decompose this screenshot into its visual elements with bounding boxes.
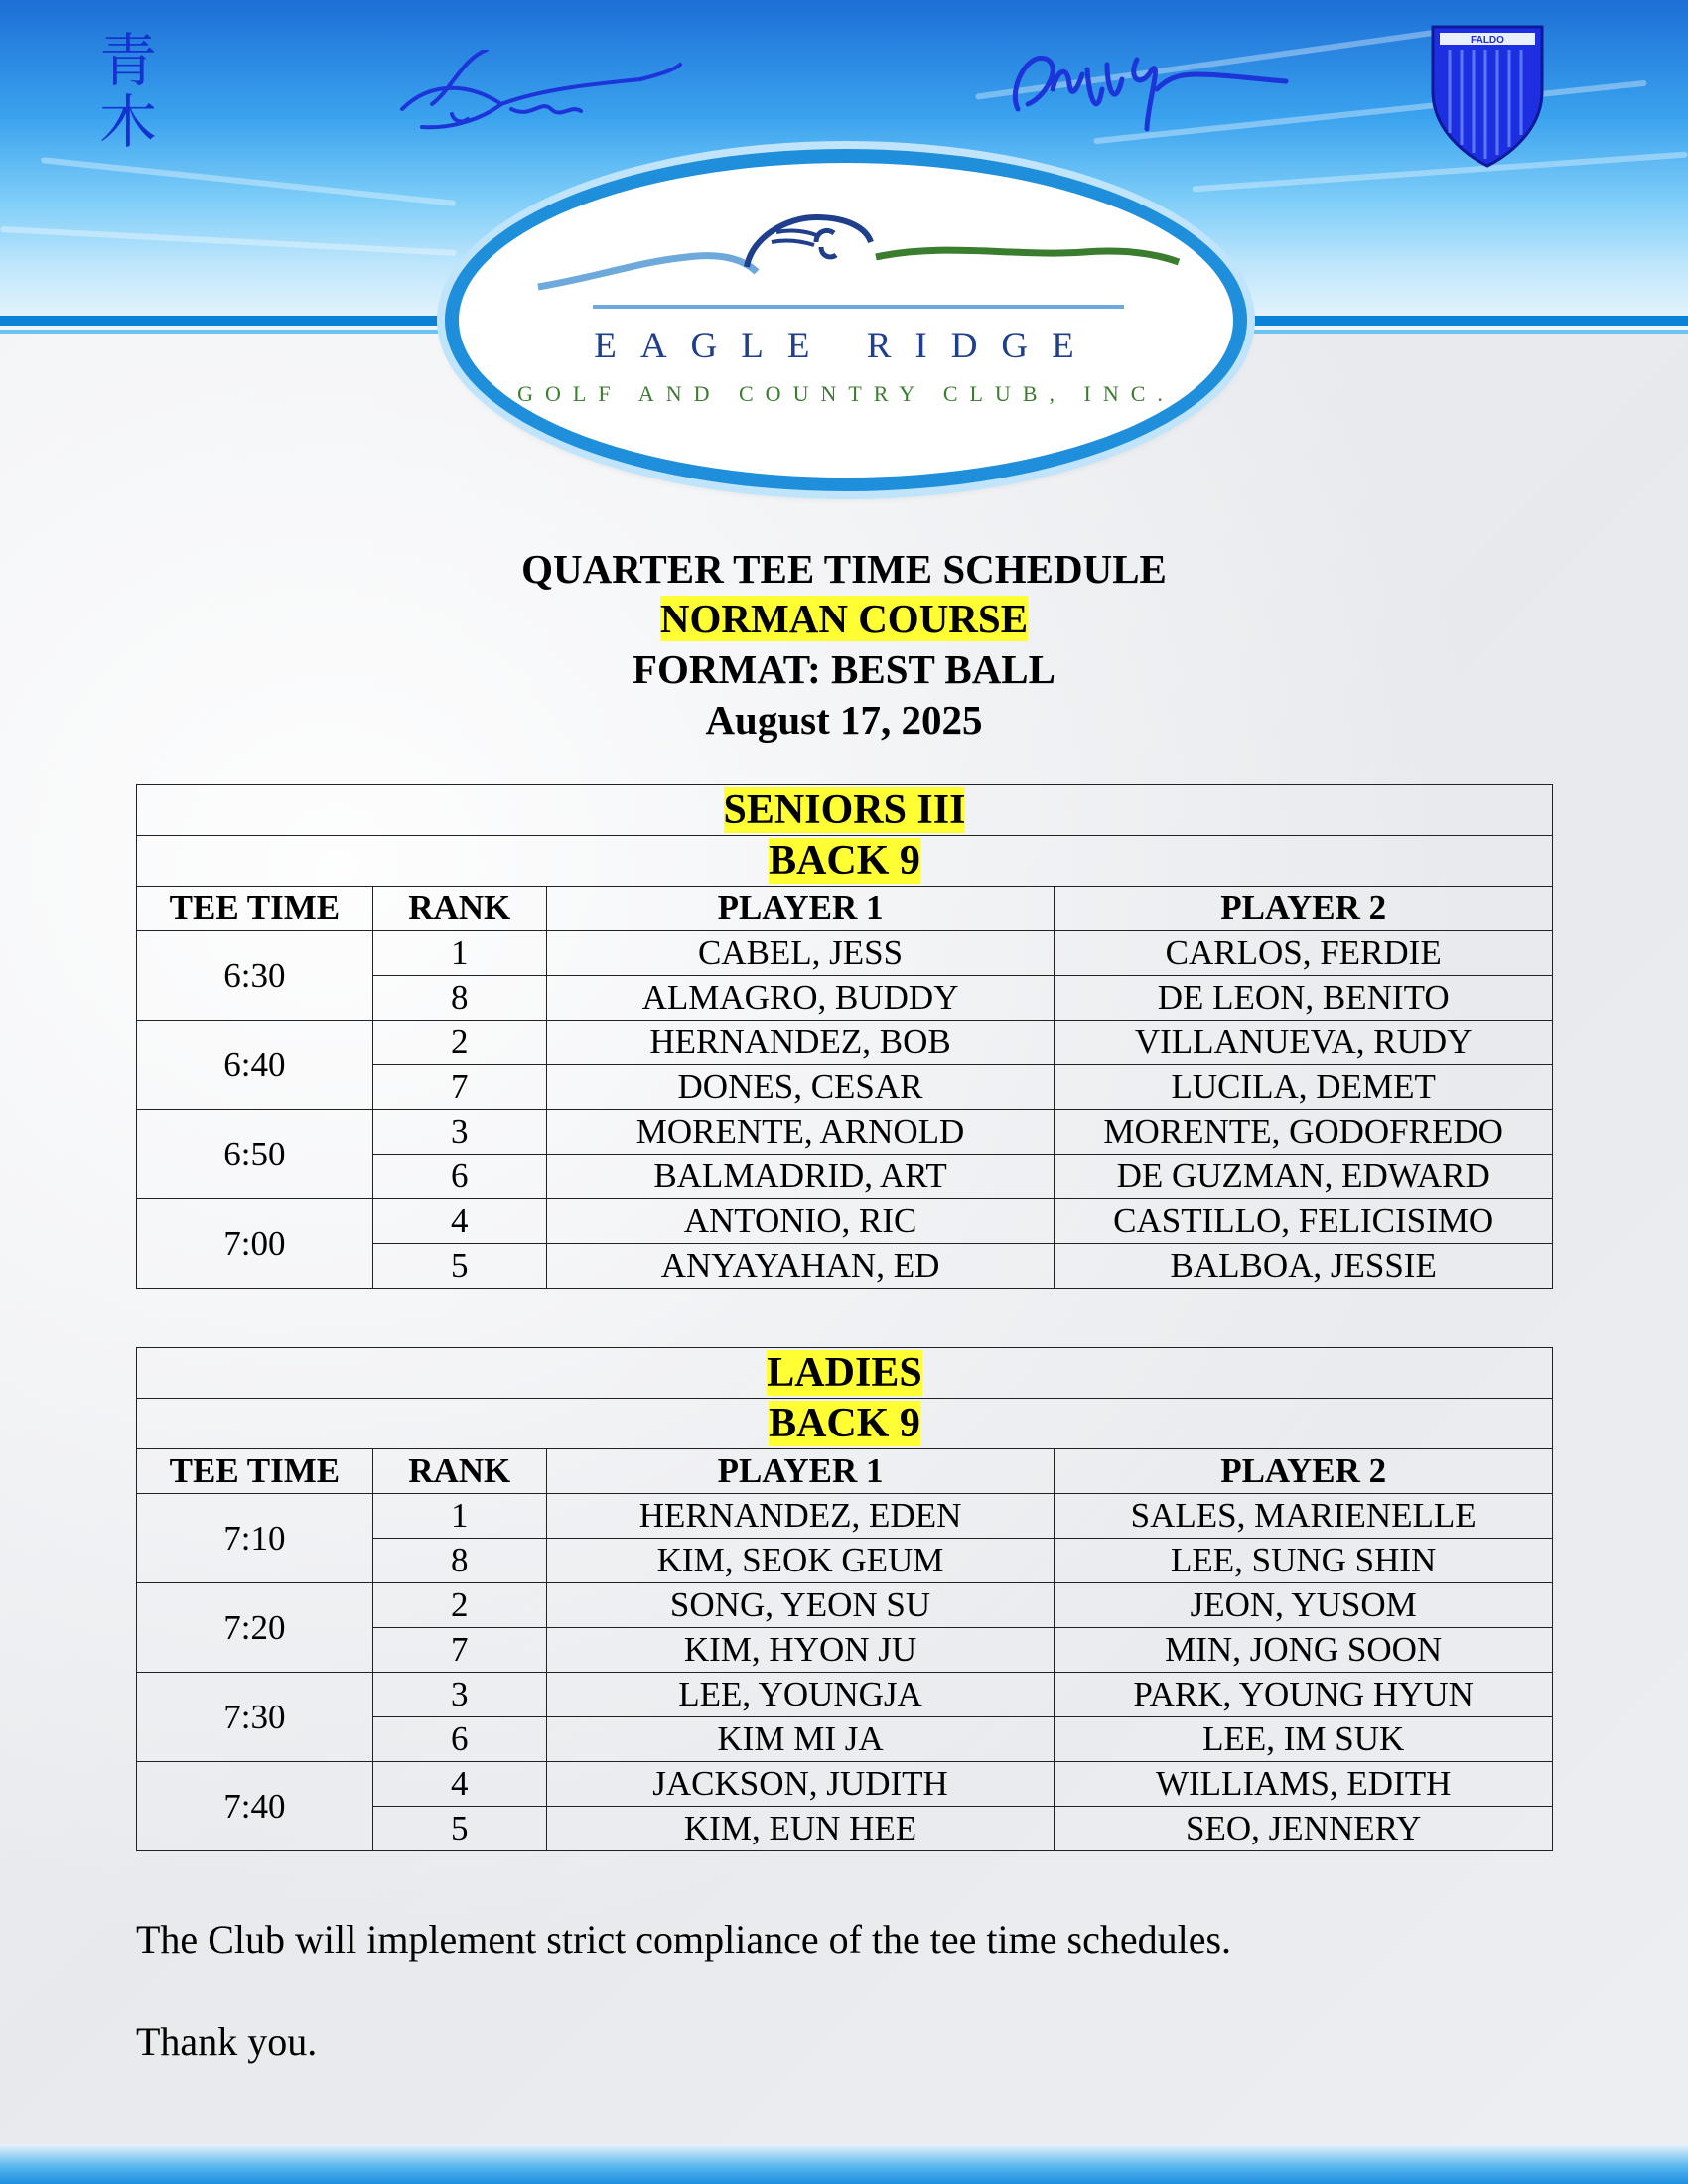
player-1-cell: KIM, EUN HEE [546, 1807, 1055, 1851]
player-2-cell: SALES, MARIENELLE [1055, 1494, 1553, 1539]
tee-time-cell: 7:00 [137, 1199, 373, 1289]
seniors-schedule-table [136, 784, 1553, 1289]
division-title-text: LADIES [767, 1350, 922, 1396]
rank-cell: 8 [372, 1539, 546, 1583]
col-player-2: PLAYER 2 [1055, 1449, 1553, 1494]
table-row [137, 1762, 1553, 1807]
compliance-notice: The Club will implement strict compliance of the tee time schedules. [136, 1917, 1232, 1962]
rank-cell: 2 [372, 1021, 546, 1065]
table-row [137, 1199, 1553, 1244]
player-2-cell: LEE, IM SUK [1055, 1717, 1553, 1762]
player-2-cell: JEON, YUSOM [1055, 1583, 1553, 1628]
col-player-1: PLAYER 1 [546, 1449, 1055, 1494]
player-2-cell: PARK, YOUNG HYUN [1055, 1673, 1553, 1717]
player-1-cell: JACKSON, JUDITH [546, 1762, 1055, 1807]
player-2-cell: CARLOS, FERDIE [1055, 931, 1553, 976]
tee-time-cell: 6:50 [137, 1110, 373, 1199]
player-1-cell: KIM MI JA [546, 1717, 1055, 1762]
col-rank: RANK [372, 1449, 546, 1494]
event-date: August 17, 2025 [705, 697, 983, 743]
format-label: FORMAT: BEST BALL [632, 646, 1055, 692]
table-row [137, 1021, 1553, 1065]
table-row [137, 931, 1553, 976]
col-player-1: PLAYER 1 [546, 887, 1055, 931]
player-2-cell: MORENTE, GODOFREDO [1055, 1110, 1553, 1155]
col-tee-time: TEE TIME [137, 887, 373, 931]
rank-cell: 6 [372, 1155, 546, 1199]
signature-icon [998, 30, 1296, 149]
thank-you-text: Thank you. [136, 2019, 318, 2064]
shark-signature-icon [392, 50, 690, 149]
player-1-cell: ANTONIO, RIC [546, 1199, 1055, 1244]
division-title [137, 785, 1553, 836]
table-row [137, 1110, 1553, 1155]
rank-cell: 3 [372, 1110, 546, 1155]
player-2-cell: DE GUZMAN, EDWARD [1055, 1155, 1553, 1199]
player-1-cell: LEE, YOUNGJA [546, 1673, 1055, 1717]
player-1-cell: SONG, YEON SU [546, 1583, 1055, 1628]
player-1-cell: HERNANDEZ, BOB [546, 1021, 1055, 1065]
rank-cell: 3 [372, 1673, 546, 1717]
player-2-cell: LUCILA, DEMET [1055, 1065, 1553, 1110]
rank-cell: 1 [372, 931, 546, 976]
schedule-title: QUARTER TEE TIME SCHEDULE [521, 546, 1167, 592]
player-2-cell: CASTILLO, FELICISIMO [1055, 1199, 1553, 1244]
player-1-cell: KIM, SEOK GEUM [546, 1539, 1055, 1583]
division-title [137, 1348, 1553, 1399]
rank-cell: 5 [372, 1807, 546, 1851]
player-1-cell: HERNANDEZ, EDEN [546, 1494, 1055, 1539]
table-row [137, 1673, 1553, 1717]
tee-time-cell: 7:40 [137, 1762, 373, 1851]
rank-cell: 2 [372, 1583, 546, 1628]
player-1-cell: CABEL, JESS [546, 931, 1055, 976]
player-2-cell: VILLANUEVA, RUDY [1055, 1021, 1553, 1065]
tee-time-cell: 7:30 [137, 1673, 373, 1762]
ladies-schedule-table [136, 1347, 1553, 1851]
nine-label [137, 1399, 1553, 1449]
nine-label-text: BACK 9 [769, 1401, 920, 1446]
player-1-cell: BALMADRID, ART [546, 1155, 1055, 1199]
col-rank: RANK [372, 887, 546, 931]
col-tee-time: TEE TIME [137, 1449, 373, 1494]
nine-label-text: BACK 9 [769, 838, 920, 884]
rank-cell: 4 [372, 1762, 546, 1807]
rank-cell: 7 [372, 1065, 546, 1110]
division-title-text: SENIORS III [723, 787, 966, 833]
shield-label: FALDO [1471, 35, 1504, 46]
player-1-cell: MORENTE, ARNOLD [546, 1110, 1055, 1155]
rank-cell: 7 [372, 1628, 546, 1673]
player-2-cell: DE LEON, BENITO [1055, 976, 1553, 1021]
tee-time-cell: 7:20 [137, 1583, 373, 1673]
nine-label [137, 836, 1553, 887]
eagle-wave-icon [518, 207, 1194, 317]
player-1-cell: KIM, HYON JU [546, 1628, 1055, 1673]
club-logo [445, 149, 1247, 491]
logo-subtitle: GOLF AND COUNTRY CLUB, INC. [517, 381, 1175, 406]
player-2-cell: SEO, JENNERY [1055, 1807, 1553, 1851]
player-2-cell: BALBOA, JESSIE [1055, 1244, 1553, 1289]
rank-cell: 6 [372, 1717, 546, 1762]
player-1-cell: ALMAGRO, BUDDY [546, 976, 1055, 1021]
course-name-text: NORMAN COURSE [659, 596, 1029, 641]
logo-title: EAGLE RIDGE [594, 326, 1098, 366]
player-2-cell: MIN, JONG SOON [1055, 1628, 1553, 1673]
player-2-cell: WILLIAMS, EDITH [1055, 1762, 1553, 1807]
course-name [0, 594, 1688, 643]
rank-cell: 5 [372, 1244, 546, 1289]
col-player-2: PLAYER 2 [1055, 887, 1553, 931]
tee-time-cell: 7:10 [137, 1494, 373, 1583]
player-1-cell: ANYAYAHAN, ED [546, 1244, 1055, 1289]
rank-cell: 1 [372, 1494, 546, 1539]
rank-cell: 8 [372, 976, 546, 1021]
kanji-mark: 青木 [99, 27, 158, 156]
table-row [137, 1494, 1553, 1539]
tee-time-cell: 6:30 [137, 931, 373, 1021]
tee-time-cell: 6:40 [137, 1021, 373, 1110]
table-row [137, 1583, 1553, 1628]
faldo-shield-icon [1428, 22, 1547, 171]
player-2-cell: LEE, SUNG SHIN [1055, 1539, 1553, 1583]
player-1-cell: DONES, CESAR [546, 1065, 1055, 1110]
footer-band [0, 2144, 1688, 2184]
rank-cell: 4 [372, 1199, 546, 1244]
